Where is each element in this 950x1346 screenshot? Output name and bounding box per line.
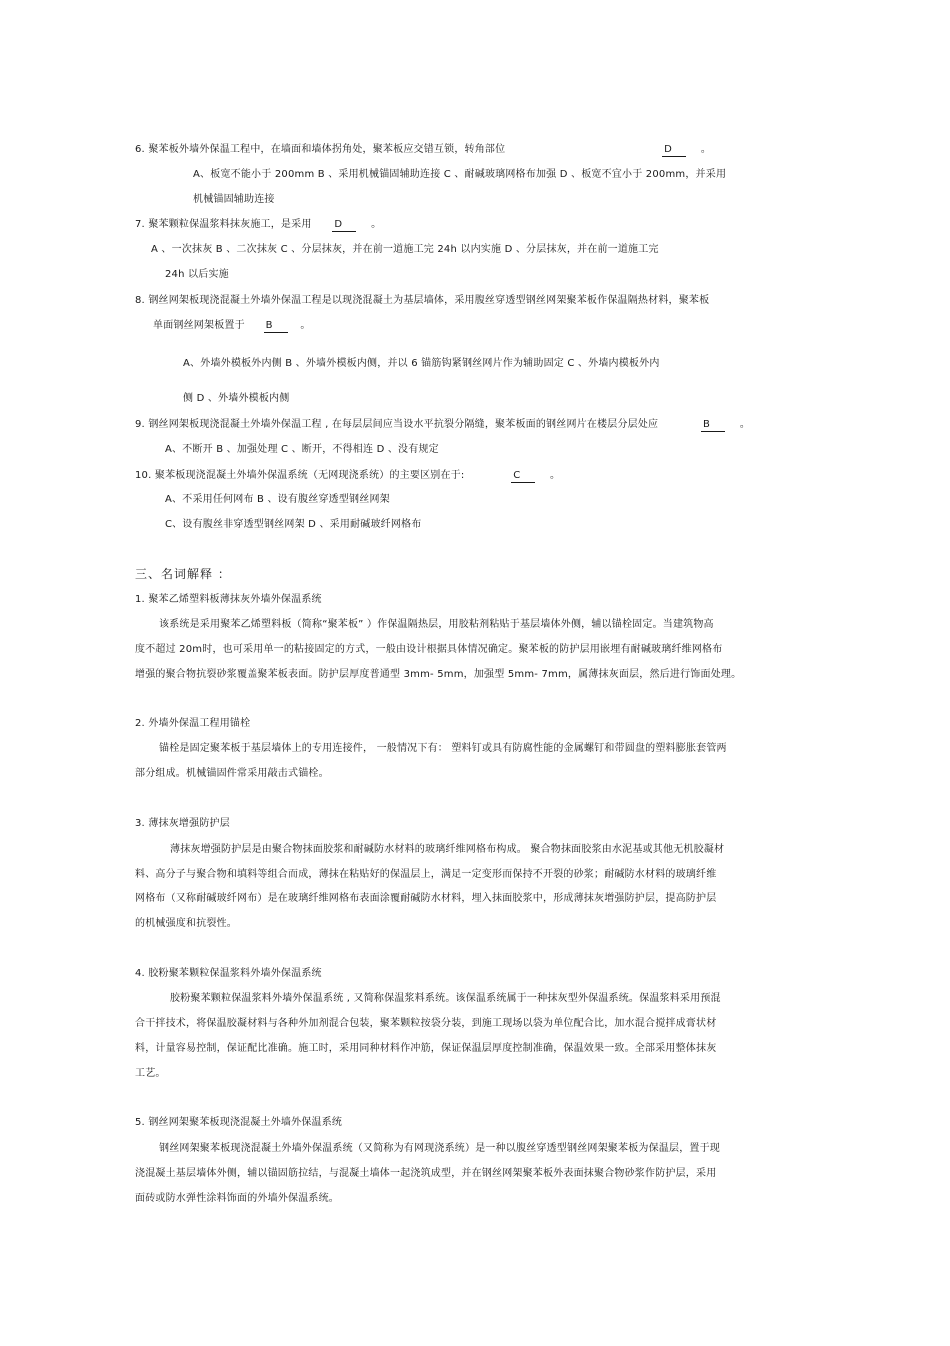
q7-options-line2: 24h 以后实施 bbox=[165, 269, 229, 280]
q6-answer: D bbox=[662, 144, 686, 157]
q9-end: 。 bbox=[739, 419, 751, 430]
term3-para-line3: 网格布（又称耐碱玻纤网布）是在玻璃纤维网格布表面涂覆耐碱防水材料，埋入抹面胶浆中，形成薄抹灰增强防护层，提高防护层 bbox=[135, 893, 717, 904]
q8-options-line1: A、外墙外模板外内侧 B 、外墙外模板内侧，并以 6 锚筋钩紧钢丝网片作为辅助固定 C 、外墙内模板外内 bbox=[183, 358, 660, 369]
term1-para-line3: 增强的聚合物抗裂砂浆覆盖聚苯板表面。防护层厚度普通型 3mm- 5mm，加强型 5mm- 7mm，属薄抹灰面层，然后进行饰面处理。 bbox=[135, 669, 742, 680]
q8-options-line2: 侧 D 、外墙外模板内侧 bbox=[183, 393, 290, 404]
q10-stem bbox=[135, 469, 560, 483]
q7-answer: D bbox=[332, 219, 356, 232]
term5-para-line1: 钢丝网架聚苯板现浇混凝土外墙外保温系统（又简称为有网现浇系统）是一种以腹丝穿透型钢丝网架聚苯板为保温层，置于现 bbox=[159, 1143, 720, 1154]
q7-options-line1: A 、一次抹灰 B 、二次抹灰 C 、分层抹灰，并在前一道施工完 24h 以内实施 D 、分层抹灰，并在前一道施工完 bbox=[151, 244, 659, 255]
q10-options-line1: A、不采用任何网布 B 、设有腹丝穿透型钢丝网架 bbox=[165, 494, 390, 505]
term5-title: 5. 钢丝网架聚苯板现浇混凝土外墙外保温系统 bbox=[135, 1117, 343, 1128]
section3-heading: 三、名词解释 ： bbox=[135, 567, 231, 581]
q8-stem-line1: 8. 钢丝网架板现浇混凝土外墙外保温工程是以现浇混凝土为基层墙体，采用腹丝穿透型钢丝网架聚苯板作保温隔热材料，聚苯板 bbox=[135, 295, 710, 306]
term4-para-line3: 料，计量容易控制，保证配比准确。施工时，采用同种材料作冲筋，保证保温层厚度控制准确，保温效果一致。全部采用整体抹灰 bbox=[135, 1043, 717, 1054]
term4-para-line4: 工艺。 bbox=[135, 1068, 166, 1079]
q9-answer: B bbox=[701, 419, 725, 432]
q10-end: 。 bbox=[550, 470, 561, 481]
q6-options-line1: A、板宽不能小于 200mm B 、采用机械锚固辅助连接 C 、耐碱玻璃网格布加强 D 、板宽不宜小于 200mm，并采用 bbox=[193, 169, 727, 180]
q7-end: 。 bbox=[371, 219, 382, 230]
term2-para-line1: 锚栓是固定聚苯板于基层墙体上的专用连接件， 一般情况下有： 塑料钉或具有防腐性能的金属螺钉和带圆盘的塑料膨胀套管两 bbox=[159, 743, 727, 754]
term4-para-line1: 胶粉聚苯颗粒保温浆料外墙外保温系统 , 又简称保温浆料系统。该保温系统属于一种抹灰型外保温系统。保温浆料采用预混 bbox=[170, 993, 721, 1004]
q10-stem-text: 10. 聚苯板现浇混凝土外墙外保温系统（无网现浇系统）的主要区别在于: bbox=[135, 470, 465, 481]
q6-stem-text: 6. 聚苯板外墙外保温工程中，在墙面和墙体拐角处，聚苯板应交错互锁，转角部位 bbox=[135, 144, 506, 155]
term5-para-line3: 面砖或防水弹性涂料饰面的外墙外保温系统。 bbox=[135, 1193, 339, 1204]
q8-answer: B bbox=[264, 320, 288, 333]
term3-title: 3. 薄抹灰增强防护层 bbox=[135, 818, 230, 829]
q9-stem-text: 9. 钢丝网架板现浇混凝土外墙外保温工程 , 在每层层间应当设水平抗裂分隔缝，聚苯板面的钢丝网片在楼层分层处应 bbox=[135, 419, 659, 430]
q8-stem-line2 bbox=[153, 319, 311, 333]
term1-title: 1. 聚苯乙烯塑料板薄抹灰外墙外保温系统 bbox=[135, 594, 322, 605]
q7-stem-text: 7. 聚苯颗粒保温浆料抹灰施工，是采用 bbox=[135, 219, 312, 230]
q8-stem-text: 单面钢丝网架板置于 bbox=[153, 320, 245, 331]
term4-title: 4. 胶粉聚苯颗粒保温浆料外墙外保温系统 bbox=[135, 968, 322, 979]
q6-options-line2: 机械锚固辅助连接 bbox=[193, 194, 275, 205]
q8-end: 。 bbox=[300, 320, 311, 331]
term3-para-line1: 薄抹灰增强防护层是由聚合物抹面胶浆和耐碱防水材料的玻璃纤维网格布构成。 聚合物抹面胶浆由水泥基或其他无机胶凝材 bbox=[170, 844, 725, 855]
term5-para-line2: 浇混凝土基层墙体外侧，辅以锚固筋拉结，与混凝土墙体一起浇筑成型，并在钢丝网架聚苯板外表面抹聚合物砂浆作防护层，采用 bbox=[135, 1168, 717, 1179]
term2-para-line2: 部分组成。机械锚固件常采用敲击式锚栓。 bbox=[135, 768, 329, 779]
term4-para-line2: 合干拌技术，将保温胶凝材料与各种外加剂混合包装，聚苯颗粒按袋分装，到施工现场以袋为单位配合比，加水混合搅拌成膏状材 bbox=[135, 1018, 717, 1029]
term1-para-line2: 度不超过 20m时，也可采用单一的粘接固定的方式，一般由设计根据具体情况确定。聚苯板的防护层用嵌埋有耐碱玻璃纤维网格布 bbox=[135, 644, 723, 655]
term2-title: 2. 外墙外保温工程用锚栓 bbox=[135, 718, 251, 729]
term1-para-line1: 该系统是采用聚苯乙烯塑料板（简称“聚苯板” ）作保温隔热层，用胶粘剂粘贴于基层墙体外侧，辅以锚栓固定。当建筑物高 bbox=[159, 619, 714, 630]
q9-stem bbox=[135, 418, 750, 432]
q6-end: 。 bbox=[700, 144, 712, 155]
term3-para-line2: 料、高分子与聚合物和填料等组合而成，薄抹在粘贴好的保温层上，满足一定变形而保持不开裂的砂浆；耐碱防水材料的玻璃纤维 bbox=[135, 869, 717, 880]
q7-stem bbox=[135, 218, 381, 232]
q10-answer: C bbox=[511, 470, 535, 483]
term3-para-line4: 的机械强度和抗裂性。 bbox=[135, 918, 237, 929]
q10-options-line2: C、设有腹丝非穿透型钢丝网架 D 、采用耐碱玻纤网格布 bbox=[165, 519, 422, 530]
q6-stem bbox=[135, 143, 711, 157]
q9-options-line1: A、不断开 B 、加强处理 C 、断开，不得相连 D 、没有规定 bbox=[165, 444, 439, 455]
